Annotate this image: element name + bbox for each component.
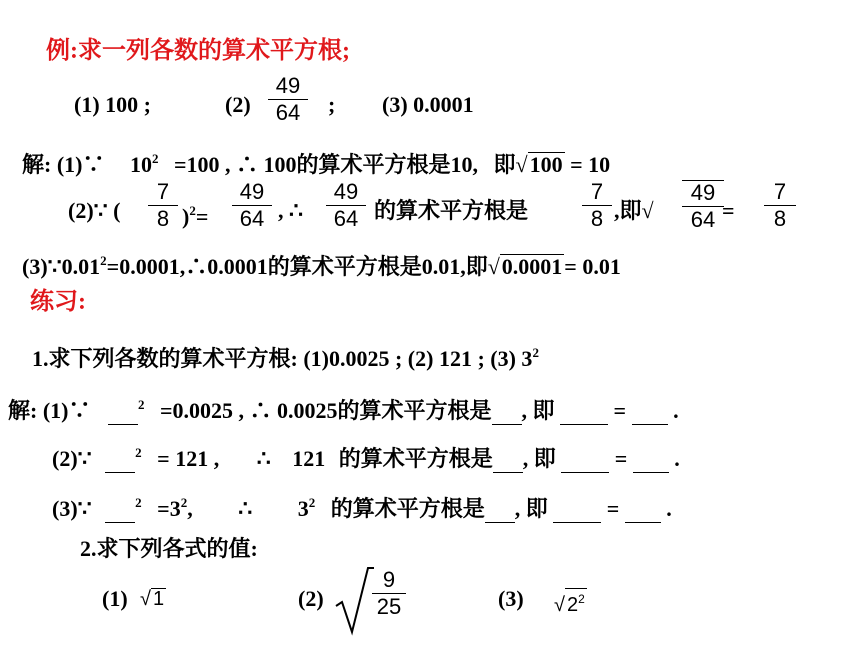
solution-1-base: 10 [129,152,152,177]
answer-blank[interactable] [560,398,608,425]
answer-1-tail: , 即 [521,398,555,423]
fraction-denominator: 64 [239,206,265,231]
period: . [673,398,679,423]
radical-icon: √ [554,594,565,616]
solution-line-3 [22,248,621,280]
solution-1-mid: =100 , ∴ 100的算术平方根是10, [173,152,479,177]
solution-2-fraction-e [682,180,724,232]
solution-1-exponent: 2 [151,151,159,166]
solution-3-head: (3)∵0.01 [22,254,101,279]
practice-answer-3 [52,490,672,523]
solution-2-text: 的算术平方根是 [374,198,529,223]
therefore-symbol: ∴ [238,496,253,521]
equals-sign: = [606,496,620,521]
expression-2-fraction [372,568,406,619]
answer-2-exponent: 2 [135,445,142,460]
practice-question-2: 2.求下列各式的值: [80,536,258,561]
example-item-3: (3) 0.0001 [382,92,474,117]
answer-3-text: 的算术平方根是 [330,496,485,521]
solution-2-therefore: , ∴ [278,198,303,223]
fraction-denominator: 8 [590,206,604,231]
solution-2-fraction-d [582,180,612,231]
solution-2-exponent: 2 [189,203,196,218]
comma: , [187,496,193,521]
practice-answer-2 [52,440,680,473]
fraction-numerator: 49 [690,180,716,205]
solution-3-result: = 0.01 [564,254,621,279]
radical-icon: √ [487,254,500,279]
radical-icon: √ [641,198,654,223]
question-1-exponent: 2 [532,345,539,360]
expression-3-exponent: 2 [578,592,585,606]
answer-1-mid: =0.0025 , ∴ 0.0025的算术平方根是 [159,398,492,423]
radical-icon: √ [515,152,528,177]
solution-2-fraction-f [764,180,796,231]
answer-3-exponent: 2 [135,495,142,510]
fraction-denominator: 64 [275,100,301,125]
answer-3-head: (3)∵ [52,496,92,521]
therefore-symbol: ∴ [256,446,271,471]
fraction-numerator: 49 [275,73,301,98]
answer-3-mid: =3 [157,496,181,521]
answer-blank[interactable] [553,496,601,523]
solution-3-mid: =0.0001,∴0.0001的算术平方根是0.01,即 [106,254,488,279]
fraction-numerator: 7 [590,179,604,204]
answer-2-text: 的算术平方根是 [338,446,493,471]
solution-2-fraction-c [326,180,366,231]
answer-3-mid-exponent: 2 [180,495,188,510]
answer-blank[interactable] [485,496,515,523]
equals-sign: = [613,398,627,423]
expression-1-label: (1) [102,586,128,611]
solution-3-exponent: 2 [100,253,107,268]
expression-3-base: 2 [566,594,579,616]
answer-1-exponent: 2 [137,397,145,412]
practice-answer-1 [8,392,679,425]
answer-blank[interactable] [105,446,135,473]
solution-1-result: = 10 [570,152,611,177]
answer-2-number: 121 [292,446,326,471]
answer-blank[interactable] [561,446,609,473]
expression-3-label: (3) [498,586,524,611]
answer-blank[interactable] [105,496,135,523]
example-item-2-end: ; [328,92,336,117]
expression-1 [140,586,166,612]
answer-blank[interactable] [108,398,138,425]
fraction-numerator: 7 [156,179,170,204]
fraction-denominator: 8 [156,206,170,231]
close-paren: ) [182,204,190,229]
solution-2-tail [614,198,654,224]
question-1-text: 1.求下列各数的算术平方根: (1)0.0025 ; (2) 121 ; (3) 3 [32,346,533,371]
answer-blank[interactable] [493,446,523,473]
solution-line-1 [22,146,610,178]
fraction-denominator: 25 [376,594,402,619]
answer-3-tail: , 即 [514,496,548,521]
example-item-2-label: (2) [225,92,251,117]
expression-3 [554,588,587,618]
answer-blank[interactable] [633,446,669,473]
expression-2-label: (2) [298,586,324,611]
example-item-1: (1) 100 ; [74,92,151,117]
solution-2-tail-text: ,即 [614,198,642,223]
solution-3-radicand: 0.0001 [501,254,563,279]
answer-1-head: 解: (1)∵ [8,398,91,423]
period: . [674,446,680,471]
period: . [666,496,672,521]
answer-blank[interactable] [632,398,668,425]
solution-1-tail: 即 [493,152,516,177]
expression-3-radicand [565,588,587,615]
solution-1-radicand: 100 [529,152,563,177]
solution-2-equals: = [722,198,735,223]
answer-blank[interactable] [625,496,661,523]
example-fraction [268,74,308,125]
solution-2-head: (2)∵ ( [68,198,121,223]
practice-question-1 [32,340,539,372]
solution-1-head: 解: (1)∵ [22,152,105,177]
fraction-numerator: 7 [773,179,787,204]
equals-sign: = [195,204,209,229]
radical-icon: √ [140,588,151,610]
answer-2-head: (2)∵ [52,446,92,471]
solution-2-fraction-b [232,180,272,231]
fraction-numerator: 9 [382,567,396,592]
fraction-denominator: 64 [690,207,716,232]
solution-2-power [182,198,208,230]
answer-3-number: 3 [297,496,309,521]
answer-3-number-exponent: 2 [308,495,316,510]
expression-1-radicand: 1 [152,588,165,610]
fraction-numerator: 49 [333,179,359,204]
answer-2-tail: , 即 [522,446,556,471]
fraction-numerator: 49 [239,179,265,204]
solution-2-fraction-a [148,180,178,231]
equals-sign: = [614,446,628,471]
fraction-denominator: 64 [333,206,359,231]
answer-blank[interactable] [492,398,522,425]
example-title: 例:求一列各数的算术平方根; [46,38,350,64]
fraction-denominator: 8 [773,206,787,231]
answer-2-mid: = 121 , [157,446,220,471]
practice-title: 练习: [30,289,86,315]
large-radical-icon [334,566,374,636]
